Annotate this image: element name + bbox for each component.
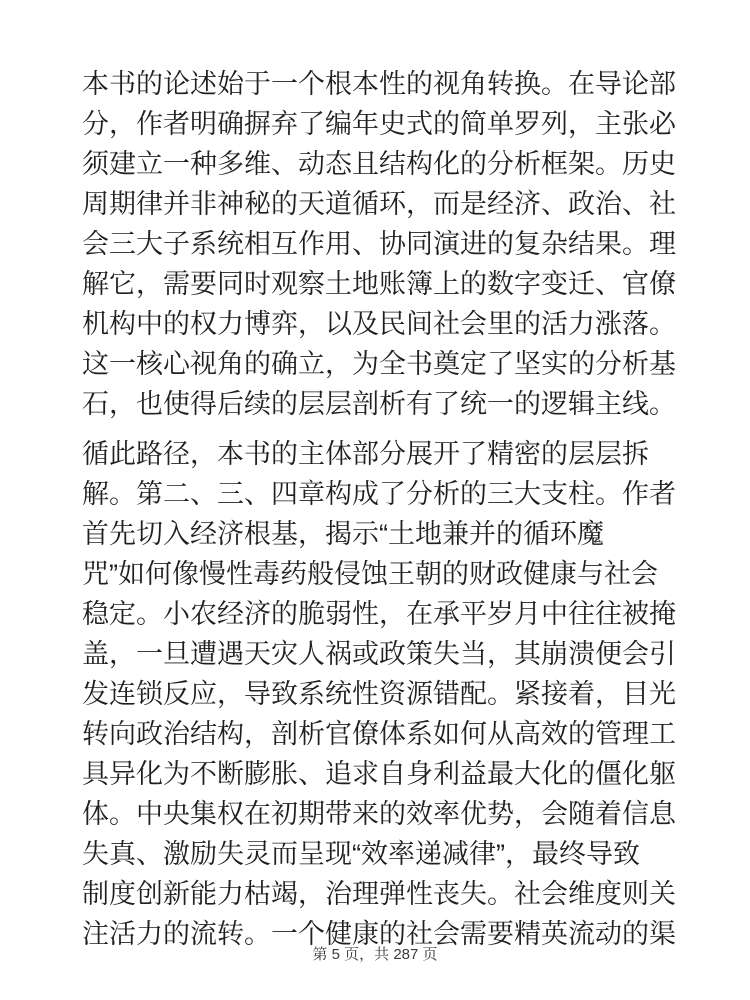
text-line: 会三大子系统相互作用、协同演进的复杂结果。理 [82,229,676,259]
text-line: 转向政治结构，剖析官僚体系如何从高效的管理工 [82,719,676,749]
text-content [82,64,688,964]
page-footer [0,945,750,965]
text-line: 首先切入经济根基，揭示“土地兼并的循环魔 [82,519,604,549]
text-line: 注活力的流转。一个健康的社会需要精英流动的渠 [82,919,676,949]
paragraph [82,64,688,424]
text-line: 这一核心视角的确立，为全书奠定了坚实的分析基 [82,349,676,379]
text-line: 稳定。小农经济的脆弱性，在承平岁月中往往被掩 [82,599,676,629]
text-line: 咒”如何像慢性毒药般侵蚀王朝的财政健康与社会 [82,559,658,589]
text-line: 具异化为不断膨胀、追求自身利益最大化的僵化躯 [82,759,676,789]
text-line: 本书的论述始于一个根本性的视角转换。在导论部 [82,69,676,99]
text-line: 机构中的权力博弈，以及民间社会里的活力涨落。 [82,309,676,339]
text-line: 盖，一旦遭遇天灾人祸或政策失当，其崩溃便会引 [82,639,676,669]
text-line: 发连锁反应，导致系统性资源错配。紧接着，目光 [82,679,676,709]
text-line: 周期律并非神秘的天道循环，而是经济、政治、社 [82,189,676,219]
text-line: 制度创新能力枯竭，治理弹性丧失。社会维度则关 [82,879,676,909]
text-line: 失真、激励失灵而呈现“效率递减律”，最终导致 [82,839,640,869]
text-line: 石，也使得后续的层层剖析有了统一的逻辑主线。 [82,389,676,419]
text-line: 体。中央集权在初期带来的效率优势，会随着信息 [82,799,676,829]
text-line: 须建立一种多维、动态且结构化的分析框架。历史 [82,149,676,179]
text-line: 解它，需要同时观察土地账簿上的数字变迁、官僚 [82,269,676,299]
text-line: 解。第二、三、四章构成了分析的三大支柱。作者 [82,479,676,509]
text-line: 循此路径，本书的主体部分展开了精密的层层拆 [82,439,649,469]
page-number-label: 第 5 页，共 287 页 [312,946,438,963]
paragraph [82,434,688,954]
text-line: 分，作者明确摒弃了编年史式的简单罗列，主张必 [82,109,676,139]
